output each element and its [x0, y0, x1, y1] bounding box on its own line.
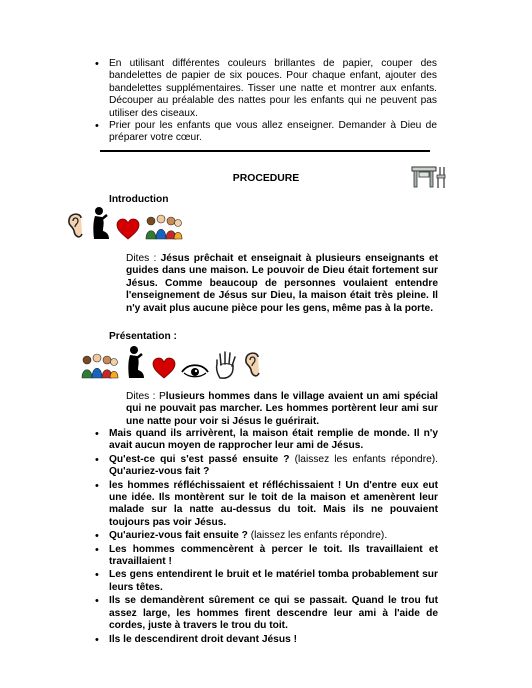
procedure-heading: PROCEDURE	[232, 173, 300, 184]
hand-icon	[214, 351, 238, 379]
ear-icon	[243, 351, 263, 379]
introduction-icons	[66, 206, 184, 240]
ear-icon	[66, 212, 86, 240]
children-group-icon	[80, 353, 120, 379]
list-item: • Qu'auriez-vous fait ensuite ? (laissez les enfants répondre).	[93, 530, 438, 542]
list-item: • les hommes réfléchissaient et réfléchissaient ! Un d'entre eux eut une idée. Ils montèrent sur le toit de la maison et amenèrent leur malade sur la natte au-dessus du toit. Mais ils ne pouvaient toujours pas voir Jésus.	[93, 480, 438, 530]
praying-person-icon	[90, 206, 112, 240]
heart-icon	[152, 357, 176, 379]
eye-icon	[181, 363, 209, 379]
presentation-paragraph: Dites : Plusieurs hommes dans le village avaient un ami spécial qui ne pouvait pas marcher. Les hommes portèrent leur ami sur une natte pour voir si Jésus le guérirait.	[126, 391, 438, 427]
children-group-icon	[144, 214, 184, 240]
materials-list	[93, 58, 437, 145]
introduction-paragraph: Dites : Jésus prêchait et enseignait à plusieurs enseignants et guides dans une maison. Le pouvoir de Dieu était fortement sur Jésus. Comme beaucoup de personnes voulaient entendre l'enseignement de Jésus sur Dieu, la maison était très pleine. Il n'y avait plus aucune pièce pour les gens, même pas à la porte.	[126, 253, 439, 314]
list-item: • Mais quand ils arrivèrent, la maison était remplie de monde. Il n'y avait aucun moyen de rapprocher leur ami de Jésus.	[93, 428, 438, 453]
list-item: • Les gens entendirent le bruit et le matériel tomba probablement sur leurs têtes.	[93, 569, 438, 594]
presentation-title: Présentation :	[109, 331, 177, 342]
list-item: • Qu'est-ce qui s'est passé ensuite ? (laissez les enfants répondre). Qu'auriez-vous fait ?	[93, 454, 438, 479]
praying-person-icon	[125, 345, 147, 379]
list-item: • Prier pour les enfants que vous allez enseigner. Demander à Dieu de préparer votre cœur.	[93, 120, 437, 145]
section-divider	[100, 150, 430, 152]
list-item: • Les hommes commencèrent à percer le toit. Ils travaillaient et travaillaient !	[93, 544, 438, 569]
presentation-icons	[80, 345, 263, 379]
list-item: • Ils se demandèrent sûrement ce qui se passait. Quand le trou fut assez large, les hommes firent descendre leur ami à l'aide de cordes, juste à travers le trou du toit.	[93, 595, 438, 632]
list-item: • Ils le descendirent droit devant Jésus !	[93, 634, 438, 646]
introduction-title: Introduction	[109, 194, 169, 205]
list-item: • En utilisant différentes couleurs brillantes de papier, couper des bandelettes de papier de six pouces. Pour chaque enfant, ajouter des bandelettes supplémentaires. Tisser une natte et montrer aux enfants. Découper au préalable des nattes pour les enfants qui ne peuvent pas utiliser des ciseaux.	[93, 58, 437, 120]
presentation-list	[93, 428, 438, 647]
heart-icon	[116, 218, 140, 240]
